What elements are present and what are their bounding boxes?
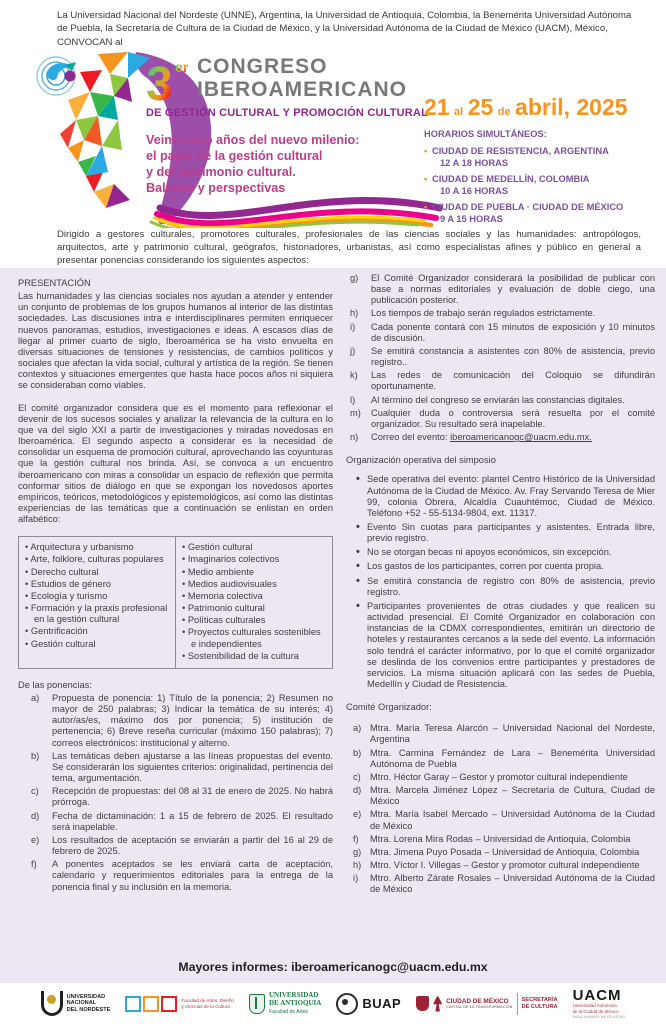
date-month-year: abril, 2025 [515, 94, 628, 120]
theme-item: • Estudios de género [25, 579, 169, 590]
subtitle-line: Veinticinco años del nuevo milenio: [146, 133, 360, 147]
themes-left [19, 537, 176, 668]
organizacion-item: • Participantes provenientes de otras ciudades y que realicen su actividad presencial. El Comité Organizador en colaboración con instancias de la CDMX correspondientes, emitirán un directorio de hoteles y restaurantes cercanos a la sede del evento. La información solo tendrá el carácter informativo, por lo que el comité organizador se deslinda de los convenios entre participantes y prestadores de servicios. La misma situación aplicará con las sedes de Puebla, Medellín y Ciudad de Resistencia. [356, 601, 655, 690]
logo-uacm: UACM Universidad Autónoma de la Ciudad de México NADA HUMANO ME ES AJENO [572, 987, 626, 1019]
buap-crest-icon [336, 993, 358, 1015]
organizacion-item: • Se emitirá constancia de registro con 80% de asistencia, previo registro. [356, 576, 655, 598]
item-text: Propuesta de ponencia: 1) Título de la ponencia; 2) Resumen no mayor de 250 palabras; 3) Indicar la temática de su interés; 4) autor/as/es, máximo dos por ponencia; 5) institución de pertenencia; 6) Breve reseña curricular (máximo 150 palabras); 7) correos electrónicos: institucional y alterno. [52, 693, 333, 748]
bullet-icon: • [424, 202, 428, 213]
title-tagline: DE GESTIÓN CULTURAL Y PROMOCIÓN CULTURAL [146, 107, 428, 119]
item-letter: g) [353, 846, 362, 857]
item-text: Las temáticas deben ajustarse a las líneas propuestas del evento. Se considerarán los siguientes criterios: originalidad, pertinencia del tema, argumentación. [52, 750, 333, 784]
item-letter: n) [350, 432, 359, 443]
unne-text-line: UNIVERSIDAD [66, 993, 106, 1000]
title-ordinal [146, 56, 192, 106]
presentacion-p1: Las humanidades y las ciencias sociales nos ayudan a atender y entender un conjunto de problemas de los grupos humanos al interior de las distintas sociedades. Las discusiones intra e interdisciplinares permiten enriquecer nuevos panoramas, estudios, investigaciones e ideas. A escasos días de llegar al primer cuarto de siglo, Iberoamérica se ha visto envuelta en diversas situaciones de tensiones y resistencias, de cambios políticos y sociales que afectan la vida social, cultural y artística de la región. Se tienen contextos y situaciones emergentes que hasta hace pocos años ni siquiera se consideraban como viables. [18, 291, 333, 391]
rings-bird-icon [37, 57, 76, 95]
rule-item [350, 395, 655, 406]
comite-item [353, 847, 655, 858]
item-text: Correo del evento: [371, 432, 451, 443]
rule-item [350, 346, 655, 368]
item-letter: d) [353, 785, 362, 796]
cdmx-shield-icon [416, 996, 429, 1011]
theme-item: • Formación y la praxis profesional en la gestión cultural [25, 603, 169, 625]
event-email-link[interactable]: iberoamericanogc@uacm.edu.mx. [450, 432, 592, 443]
item-letter: c) [31, 786, 39, 797]
item-letter: c) [353, 771, 361, 782]
partner-logo-strip [0, 983, 666, 1024]
ponencia-item [31, 751, 333, 784]
item-text: Cada ponente contará con 15 minutos de exposición y 10 minutos de discusión. [371, 321, 655, 343]
item-text: Los tiempos de trabajo serán regulados estrictamente. [371, 308, 596, 319]
date-end: 25 [467, 94, 494, 120]
item-letter: m) [350, 407, 361, 418]
organizacion-item: • Los gastos de los participantes, corren por cuenta propia. [356, 561, 655, 572]
ponencia-item [31, 835, 333, 857]
item-letter: l) [350, 394, 356, 405]
theme-item: • Memoria colectiva [182, 591, 326, 602]
theme-item: • Ecología y turismo [25, 591, 169, 602]
ponencia-item [31, 786, 333, 808]
schedule-item [424, 145, 662, 169]
theme-item: • Imaginarios colectivos [182, 554, 326, 565]
udea-title: UNIVERSIDAD [268, 991, 319, 1000]
logo-unne [41, 991, 111, 1016]
rules-list [350, 273, 655, 443]
item-letter: f) [353, 833, 359, 844]
comite-heading: Comité Organizador: [346, 702, 432, 713]
comite-item [353, 748, 655, 770]
comite-item [353, 809, 655, 831]
item-text: Fecha de dictaminación: 1 a 15 de febrero de 2025. El resultado será inapelable. [52, 810, 333, 832]
item-letter: e) [31, 834, 40, 845]
item-text: Mtra. Carmina Fernández de Lara – Benemérita Universidad Autónoma de Puebla [370, 747, 655, 769]
bullet-icon: • [424, 174, 428, 185]
item-text: Los resultados de aceptación se enviarán a partir del 16 al 29 de febrero de 2025. [52, 834, 333, 857]
schedule-hours: 10 A 16 HORAS [440, 186, 509, 197]
unne-text-line: DEL NORDESTE [66, 1006, 111, 1013]
organizacion-item: • Evento Sin cuotas para participantes y asistentes. Entrada libre, previo registro. [356, 522, 655, 544]
rule-item [350, 432, 655, 443]
audience-paragraph: Dirigido a gestores culturales, promotores culturales, profesionales de las ciencias sociales y las humanidades: antropólogos, arquitectos, arte y patrimonio cultural, geógrafos, historiadores, urbanistas, así como especialistas afines y público en general a presentar ponencias considerando los siguientes aspectos: [57, 229, 641, 267]
organizacion-list [356, 474, 655, 690]
svg-text:er: er [175, 59, 189, 75]
item-text: Cualquier duda o controversia será resuelta por el comité organizador. Su resultado será inapelable. [371, 407, 655, 429]
unne-u-icon [41, 991, 63, 1016]
organizacion-heading: Organización operativa del simposio [346, 455, 496, 466]
ponencias-heading: De las ponencias: [18, 679, 92, 690]
item-text: Mtra. Marcela Jiménez López – Secretaría de Cultura, Ciudad de México [370, 785, 655, 807]
subtitle [146, 132, 446, 196]
item-letter: e) [353, 809, 362, 820]
rule-item [350, 408, 655, 430]
date-start: 21 [424, 94, 450, 120]
item-text: Recepción de propuestas: del 08 al 31 de enero de 2025. No habrá prórroga. [52, 786, 333, 808]
logo-udea: UNIVERSIDAD DE ANTIOQUIA Facultad de Artes [249, 992, 321, 1014]
theme-item: • Gentrificación [25, 626, 169, 637]
schedule-heading: HORARIOS SIMULTÁNEOS: [424, 129, 547, 139]
theme-item: • Sostenibilidad de la cultura [182, 651, 326, 662]
logo-cdmx: CIUDAD DE MÉXICO CAPITAL DE LA TRANSFORMACIÓN SECRETARÍA DE CULTURA [416, 993, 557, 1015]
subtitle-line: Balance y perspectivas [146, 181, 286, 196]
comite-item [353, 834, 655, 845]
schedule-item [424, 173, 662, 197]
rule-item [350, 322, 655, 344]
rule-item [350, 370, 655, 392]
item-letter: k) [350, 370, 358, 381]
logo-buap [336, 993, 401, 1015]
item-text: Mtro. Alberto Zárate Rosales – Universidad Autónoma de la Ciudad de México [370, 873, 655, 895]
right-column [346, 273, 655, 898]
item-letter: i) [350, 321, 356, 332]
cdmx-subtitle: CAPITAL DE LA TRANSFORMACIÓN [446, 1005, 513, 1010]
item-text: Mtra. Jimena Puyo Posada – Universidad de Antioquia, Colombia [370, 846, 640, 857]
item-text: Mtro. Víctor I. Villegas – Gestor y promotor cultural independiente [370, 860, 640, 871]
ponencias-list [31, 693, 333, 893]
item-letter: a) [31, 693, 40, 703]
buap-label: BUAP [362, 996, 402, 1011]
item-letter: b) [31, 750, 40, 761]
subtitle-line: y del patrimonio cultural. [146, 165, 296, 180]
organizacion-item: • No se otorgan becas ni apoyos económicos, sin excepción. [356, 547, 655, 558]
comite-item [353, 860, 655, 871]
item-letter: j) [350, 345, 356, 356]
theme-item: • Gestión cultural [25, 639, 169, 650]
item-text: Al término del congreso se enviarán las constancias digitales. [371, 394, 625, 405]
theme-item: • Arquitectura y urbanismo [25, 542, 169, 553]
schedule-city: CIUDAD DE RESISTENCIA, ARGENTINA [432, 146, 609, 157]
bullet-icon: • [424, 146, 428, 157]
item-letter: g) [350, 273, 359, 283]
schedule-item [424, 201, 662, 225]
comite-item [353, 723, 655, 745]
theme-item: • Medio ambiente [182, 567, 326, 578]
item-letter: i) [353, 873, 359, 884]
left-column [18, 278, 333, 895]
uacm-title: UACM [572, 987, 622, 1004]
secretaria-cultura-label: SECRETARÍA [521, 996, 558, 1003]
theme-item: • Derecho cultural [25, 567, 169, 578]
schedule-block [424, 128, 662, 230]
theme-item: • Gestión cultural [182, 542, 326, 553]
ponencia-item [31, 811, 333, 833]
logo-fadycc: Facultad de Artes, Diseño y Ciencias de la Cultura [125, 996, 234, 1012]
theme-item: • Medios audiovisuales [182, 579, 326, 590]
fadycc-text: Facultad de Artes, Diseño [181, 998, 234, 1003]
comite-item [353, 772, 655, 783]
svg-text:3: 3 [146, 58, 173, 106]
item-letter: a) [353, 723, 362, 734]
event-dates: 21 al 25 de abril, 2025 [424, 94, 628, 120]
item-text: Se emitirá constancia a asistentes con 80% de asistencia, previo registro.. [371, 345, 655, 368]
schedule-city: CIUDAD DE PUEBLA · CIUDAD DE MÉXICO [432, 202, 624, 213]
item-text: A ponentes aceptados se les enviará carta de aceptación, calendario y requerimientos editoriales para la entrega de la ponencia final y su inclusión en la memoria. [52, 859, 333, 892]
title-line2: IBEROAMERICANO [197, 77, 408, 101]
contact-line: Mayores informes: iberoamericanogc@uacm.edu.mx [178, 960, 488, 974]
item-letter: f) [31, 859, 37, 870]
theme-item: • Proyectos culturales sostenibles e independientes [182, 627, 326, 649]
content-panel [0, 268, 666, 983]
presentacion-p2: El comité organizador considera que es el momento para reflexionar el devenir de los sucesos sociales y analizar la relevancia de la cultura en lo que va del siglo XXI a partir de investigaciones y miradas novedosas en Iberoamérica. El segundo aspecto a considerar es la necesidad de consolidar un esquema de promoción cultural, aprovechando las coyunturas que la gestión cultural nos brinda. Así, se convoca a un encuentro iberoamericano con miras a consolidar un espacio de reflexión que permita conformar sitios de diálogo en que se expongan los novedosos aportes empíricos, teóricos, metodológicos y epistemológicos, así como las distintas experiencias de las temáticas que a continuación se enlistan en orden alfabético: [18, 402, 333, 525]
schedule-hours: 12 A 18 HORAS [440, 158, 509, 169]
comite-list [353, 723, 655, 895]
theme-item: • Arte, folklore, culturas populares [25, 554, 169, 565]
udea-subtitle: Facultad de Artes [268, 1008, 308, 1015]
item-letter: h) [350, 308, 359, 319]
themes-right [176, 537, 332, 668]
schedule-city: CIUDAD DE MEDELLÍN, COLOMBIA [432, 174, 590, 185]
item-letter: b) [353, 747, 362, 758]
theme-item: • Políticas culturales [182, 615, 326, 626]
comite-item [353, 785, 655, 807]
item-text: El Comité Organizador considerará la posibilidad de publicar con base a normas editoriales y evaluación de doble ciego, una publicación posterior. [371, 273, 655, 306]
item-text: Mtra. María Isabel Mercado – Universidad Autónoma de la Ciudad de México [370, 809, 655, 831]
title-block [146, 56, 446, 196]
item-text: Mtra. María Teresa Alarcón – Universidad Nacional del Nordeste, Argentina [370, 723, 655, 745]
schedule-hours: 9 A 15 HORAS [440, 214, 503, 225]
cdmx-title: CIUDAD DE MÉXICO [446, 997, 509, 1005]
uacm-motto: NADA HUMANO ME ES AJENO [572, 1015, 626, 1019]
rule-item [350, 308, 655, 319]
presentacion-heading: PRESENTACIÓN [18, 278, 91, 288]
item-text: Mtra. Lorena Mira Rodas – Universidad de Antioquia, Colombia [370, 833, 631, 844]
unne-text-line: NACIONAL [66, 1000, 97, 1007]
item-letter: h) [353, 860, 362, 871]
item-text: Mtro. Héctor Garay – Gestor y promotor cultural independiente [370, 771, 628, 782]
rule-item [350, 273, 655, 306]
fadycc-squares-icon [125, 996, 177, 1012]
convocatoria-note: La Universidad Nacional del Nordeste (UNNE), Argentina, la Universidad de Antioquia, Colombia, la Benemérita Universidad Autónoma de Puebla, la Secretaría de Cultura de la Ciudad de México, y la Universidad Autónoma de la Ciudad de México (UACM), México, CONVOCAN al [57, 10, 632, 48]
item-letter: d) [31, 810, 40, 821]
uacm-subtitle: Universidad Autónoma [572, 1003, 617, 1008]
organizacion-item: • Sede operativa del evento: plantel Centro Histórico de la Universidad Autónoma de la Ciudad de México. Av. Fray Servando Teresa de Mier 99, colonia Obrera, Alcaldía Cuauhtémoc, Ciudad de México. Teléfono +52 - 55-5134-9804, ext. 11317. [356, 474, 655, 519]
themes-table [18, 536, 333, 669]
theme-item: • Patrimonio cultural [182, 603, 326, 614]
ponencia-item [31, 859, 333, 892]
udea-crest-icon [249, 994, 265, 1014]
comite-item [353, 873, 655, 895]
ponencia-item [31, 693, 333, 749]
cdmx-angel-icon [433, 996, 442, 1012]
divider [517, 993, 518, 1015]
title-line1: CONGRESO [197, 55, 328, 78]
item-text: Las redes de comunicación del Coloquio se difundirán oportunamente. [371, 370, 655, 392]
subtitle-line: el papel de la gestión cultural [146, 149, 323, 164]
